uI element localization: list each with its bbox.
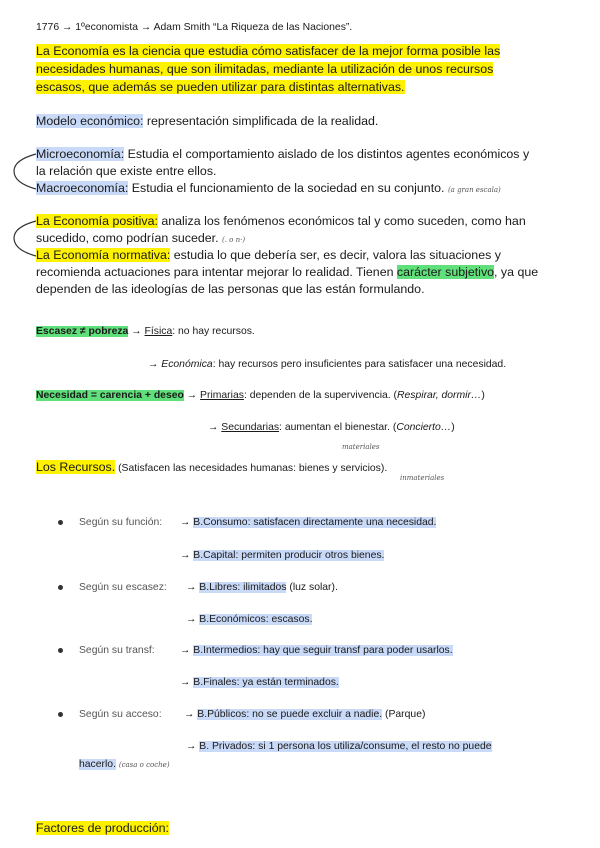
acceso-handwritten-note: (casa o coche)	[118, 761, 170, 769]
clasif-transf-item1: → B.Intermedios: hay que seguir transf para poder usarlos.	[180, 645, 453, 656]
positiva-term: La Economía positiva:	[36, 214, 158, 228]
escasez-economica: → Económica: hay recursos pero insuficientes para satisfacer una necesidad.	[148, 359, 507, 370]
escasez-row: Escasez ≠ pobreza → Física: no hay recursos.	[36, 326, 255, 337]
necesidad-term: Necesidad = carencia + deseo	[36, 390, 184, 401]
macro-handwritten-note: (a gran escala)	[447, 186, 501, 194]
clasif-transf-label: Según su transf:	[79, 645, 155, 656]
necesidad-secundarias: → Secundarias: aumentan el bienestar. (Concierto…)	[208, 422, 455, 433]
bracket-micro-macro	[8, 152, 38, 192]
modelo-economico: Modelo económico: representación simplificada de la realidad.	[36, 114, 379, 128]
micro-term: Microeconomía:	[36, 147, 125, 161]
escasez-term: Escasez ≠ pobreza	[36, 326, 129, 337]
recursos-note-materiales: materiales	[342, 443, 380, 451]
economia-positiva: La Economía positiva: analiza los fenómenos económicos tal y como suceden, como han	[36, 214, 526, 228]
economia-normativa: La Economía normativa: estudia lo que debería ser, es decir, valora las situaciones y	[36, 248, 501, 262]
modelo-term: Modelo económico:	[36, 114, 144, 128]
necesidad-row: Necesidad = carencia + deseo → Primarias: dependen de la supervivencia. (Respirar, dormir…)	[36, 390, 485, 401]
factores-produccion: Factores de producción:	[36, 821, 169, 835]
los-recursos: Los Recursos. (Satisfacen las necesidades humanas: bienes y servicios).	[36, 460, 388, 474]
clasif-transf-item2: → B.Finales: ya están terminados.	[180, 677, 339, 688]
definition-line-1: La Economía es la ciencia que estudia cómo satisfacer de la mejor forma posible las	[36, 44, 501, 58]
recursos-note-inmateriales: inmateriales	[400, 474, 445, 482]
economia-positiva-cont: sucedido, como podrían suceder. (. o n·)	[36, 231, 246, 245]
clasif-acceso-item2: → B. Privados: si 1 persona los utiliza/consume, el resto no puede	[186, 741, 492, 752]
clasif-acceso-item2-cont: hacerlo. (casa o coche)	[79, 759, 170, 770]
clasif-escasez-label: Según su escasez:	[79, 582, 167, 593]
clasif-funcion-item2: → B.Capital: permiten producir otros bienes.	[180, 550, 385, 561]
clasif-escasez-item1: → B.Libres: ilimitados (luz solar).	[186, 582, 338, 593]
economia-normativa-cont-2: dependen de las ideologías de las personas que las están formulando.	[36, 282, 425, 296]
economia-normativa-cont: recomienda actuaciones para intentar mejorar lo realidad. Tienen carácter subjetivo, ya que	[36, 265, 539, 279]
clasif-escasez-item2: → B.Económicos: escasos.	[186, 614, 313, 625]
definition-line-2: necesidades humanas, que son ilimitadas, mediante la utilización de unos recursos	[36, 62, 494, 76]
macroeconomia: Macroeconomía: Estudia el funcionamiento de la sociedad en su conjunto. (a gran escala)	[36, 181, 501, 195]
caracter-subjetivo: carácter subjetivo	[396, 265, 495, 279]
header-note: 1776 → 1ºeconomista → Adam Smith “La Riqueza de las Naciones”.	[36, 22, 353, 33]
bullet	[58, 648, 63, 653]
clasif-acceso-label: Según su acceso:	[79, 709, 162, 720]
recursos-term: Los Recursos.	[36, 460, 116, 474]
microeconomia-cont: la relación que existe entre ellos.	[36, 164, 217, 178]
bracket-positiva-normativa	[8, 219, 38, 259]
clasif-acceso-item1: → B.Públicos: no se puede excluir a nadie. (Parque)	[184, 709, 426, 720]
bullet	[58, 712, 63, 717]
macro-term: Macroeconomía:	[36, 181, 129, 195]
bullet	[58, 585, 63, 590]
clasif-funcion-label: Según su función:	[79, 517, 163, 528]
normativa-term: La Economía normativa:	[36, 248, 171, 262]
microeconomia: Microeconomía: Estudia el comportamiento aislado de los distintos agentes económicos y	[36, 147, 530, 161]
definition-line-3: escasos, que además se pueden utilizar para distintas alternativas.	[36, 80, 405, 94]
clasif-funcion-item1: → B.Consumo: satisfacen directamente una necesidad.	[180, 517, 437, 528]
bullet	[58, 520, 63, 525]
positiva-handwritten-note: (. o n·)	[222, 236, 246, 244]
